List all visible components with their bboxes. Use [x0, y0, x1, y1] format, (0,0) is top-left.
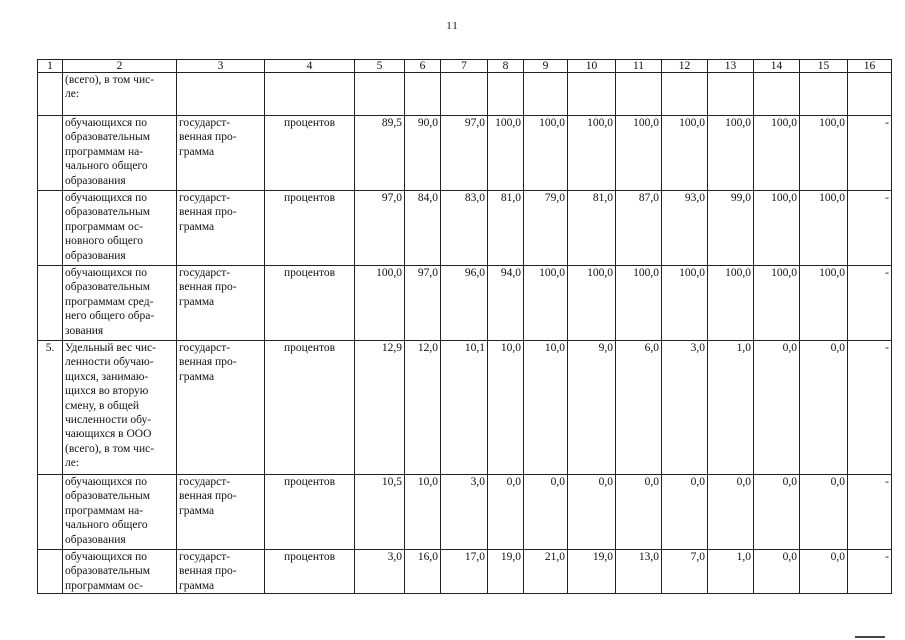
value-cell: 89,5 — [355, 116, 405, 191]
value-cell: 0,0 — [754, 341, 800, 475]
value-cell: 0,0 — [800, 341, 848, 475]
unit-cell: процентов — [265, 550, 355, 594]
unit-cell: процентов — [265, 191, 355, 266]
source-cell: государст- венная про- грамма — [177, 266, 265, 341]
indicator-name-cell: обучающихся по образовательным программам ос- новного общего образования — [63, 191, 177, 266]
unit-cell — [265, 73, 355, 116]
indicator-name-cell: обучающихся по образовательным программам на- чального общего образования — [63, 116, 177, 191]
value-cell: 100,0 — [616, 116, 662, 191]
column-header: 8 — [488, 60, 524, 73]
value-cell — [405, 73, 441, 116]
value-cell: 93,0 — [662, 191, 708, 266]
value-cell: 79,0 — [524, 191, 568, 266]
row-number-cell — [38, 475, 63, 550]
source-cell: государст- венная про- грамма — [177, 475, 265, 550]
value-cell: 12,9 — [355, 341, 405, 475]
table-row — [38, 341, 892, 475]
value-cell: 100,0 — [754, 191, 800, 266]
value-cell-16: - — [848, 341, 892, 475]
value-cell: 1,0 — [708, 550, 754, 594]
value-cell — [800, 73, 848, 116]
table-row — [38, 550, 892, 594]
indicator-name-cell: обучающихся по образовательным программам на- чального общего образования — [63, 475, 177, 550]
value-cell: 100,0 — [708, 116, 754, 191]
value-cell: 6,0 — [616, 341, 662, 475]
value-cell: 3,0 — [355, 550, 405, 594]
column-header: 16 — [848, 60, 892, 73]
row-number-cell — [38, 116, 63, 191]
table-row — [38, 266, 892, 341]
value-cell: 0,0 — [708, 475, 754, 550]
indicator-name-cell: Удельный вес чис- ленности обучаю- щихся, занимаю- щихся во вторую смену, в общей численности обу- чающихся в ООО (всего), в том чис- ле: — [63, 341, 177, 475]
table-row — [38, 116, 892, 191]
column-header: 10 — [568, 60, 616, 73]
column-header: 2 — [63, 60, 177, 73]
value-cell: 100,0 — [488, 116, 524, 191]
value-cell — [488, 73, 524, 116]
unit-cell: процентов — [265, 116, 355, 191]
value-cell — [708, 73, 754, 116]
value-cell: 3,0 — [441, 475, 488, 550]
value-cell: 10,0 — [488, 341, 524, 475]
source-cell: государст- венная про- грамма — [177, 116, 265, 191]
value-cell: 10,0 — [524, 341, 568, 475]
value-cell: 3,0 — [662, 341, 708, 475]
row-number-cell — [38, 191, 63, 266]
column-header: 4 — [265, 60, 355, 73]
source-cell: государст- венная про- грамма — [177, 191, 265, 266]
value-cell — [616, 73, 662, 116]
value-cell: 0,0 — [616, 475, 662, 550]
value-cell: 100,0 — [616, 266, 662, 341]
value-cell: 94,0 — [488, 266, 524, 341]
value-cell: 87,0 — [616, 191, 662, 266]
value-cell: 100,0 — [800, 116, 848, 191]
value-cell: 81,0 — [568, 191, 616, 266]
table-body — [38, 73, 892, 594]
value-cell: 83,0 — [441, 191, 488, 266]
value-cell: 10,0 — [405, 475, 441, 550]
value-cell: 0,0 — [754, 475, 800, 550]
value-cell — [662, 73, 708, 116]
value-cell: 1,0 — [708, 341, 754, 475]
row-number-cell — [38, 73, 63, 116]
value-cell: 84,0 — [405, 191, 441, 266]
value-cell-16 — [848, 73, 892, 116]
column-header: 6 — [405, 60, 441, 73]
value-cell: 0,0 — [662, 475, 708, 550]
unit-cell: процентов — [265, 266, 355, 341]
table-row — [38, 191, 892, 266]
value-cell: 21,0 — [524, 550, 568, 594]
column-header: 15 — [800, 60, 848, 73]
value-cell: 10,5 — [355, 475, 405, 550]
value-cell — [754, 73, 800, 116]
row-number-cell — [38, 550, 63, 594]
value-cell: 100,0 — [355, 266, 405, 341]
table-row — [38, 73, 892, 116]
indicator-name-cell: обучающихся по образовательным программам ос- — [63, 550, 177, 594]
value-cell: 100,0 — [754, 116, 800, 191]
value-cell: 81,0 — [488, 191, 524, 266]
value-cell — [524, 73, 568, 116]
value-cell: 0,0 — [488, 475, 524, 550]
value-cell: 100,0 — [708, 266, 754, 341]
value-cell: 99,0 — [708, 191, 754, 266]
value-cell — [355, 73, 405, 116]
row-number-cell — [38, 266, 63, 341]
value-cell: 100,0 — [524, 116, 568, 191]
page-number: 11 — [446, 20, 459, 32]
value-cell-16: - — [848, 550, 892, 594]
value-cell: 0,0 — [800, 475, 848, 550]
column-header: 12 — [662, 60, 708, 73]
value-cell: 17,0 — [441, 550, 488, 594]
value-cell-16: - — [848, 116, 892, 191]
table-row — [38, 475, 892, 550]
value-cell-16: - — [848, 266, 892, 341]
source-cell: государст- венная про- грамма — [177, 550, 265, 594]
value-cell-16: - — [848, 191, 892, 266]
value-cell: 0,0 — [754, 550, 800, 594]
column-header: 14 — [754, 60, 800, 73]
value-cell: 10,1 — [441, 341, 488, 475]
value-cell: 97,0 — [355, 191, 405, 266]
column-header: 5 — [355, 60, 405, 73]
value-cell: 96,0 — [441, 266, 488, 341]
value-cell: 100,0 — [662, 116, 708, 191]
value-cell: 97,0 — [441, 116, 488, 191]
value-cell: 90,0 — [405, 116, 441, 191]
value-cell: 97,0 — [405, 266, 441, 341]
source-cell — [177, 73, 265, 116]
value-cell: 0,0 — [800, 550, 848, 594]
value-cell: 7,0 — [662, 550, 708, 594]
value-cell: 100,0 — [800, 191, 848, 266]
indicators-table — [37, 59, 892, 594]
value-cell: 100,0 — [662, 266, 708, 341]
row-number-cell: 5. — [38, 341, 63, 475]
value-cell: 100,0 — [568, 116, 616, 191]
value-cell: 19,0 — [568, 550, 616, 594]
column-header: 3 — [177, 60, 265, 73]
value-cell: 12,0 — [405, 341, 441, 475]
column-header: 1 — [38, 60, 63, 73]
indicator-name-cell: обучающихся по образовательным программам сред- него общего обра- зования — [63, 266, 177, 341]
column-number-header — [38, 60, 892, 73]
source-cell: государст- венная про- грамма — [177, 341, 265, 475]
value-cell: 0,0 — [524, 475, 568, 550]
value-cell: 13,0 — [616, 550, 662, 594]
column-header: 13 — [708, 60, 754, 73]
value-cell-16: - — [848, 475, 892, 550]
unit-cell: процентов — [265, 475, 355, 550]
column-header: 11 — [616, 60, 662, 73]
value-cell: 100,0 — [754, 266, 800, 341]
column-header: 7 — [441, 60, 488, 73]
unit-cell: процентов — [265, 341, 355, 475]
value-cell: 16,0 — [405, 550, 441, 594]
indicator-name-cell: (всего), в том чис- ле: — [63, 73, 177, 116]
value-cell — [568, 73, 616, 116]
value-cell: 100,0 — [568, 266, 616, 341]
scan-mark — [855, 636, 885, 638]
value-cell: 0,0 — [568, 475, 616, 550]
column-header: 9 — [524, 60, 568, 73]
value-cell: 100,0 — [524, 266, 568, 341]
value-cell — [441, 73, 488, 116]
value-cell: 19,0 — [488, 550, 524, 594]
value-cell: 9,0 — [568, 341, 616, 475]
value-cell: 100,0 — [800, 266, 848, 341]
